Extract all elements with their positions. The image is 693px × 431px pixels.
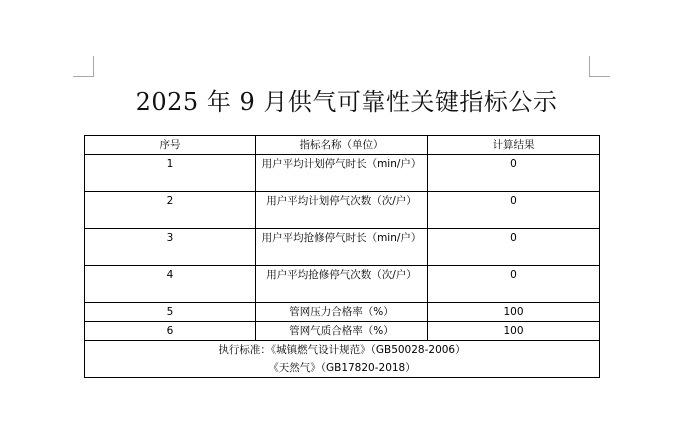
table-row bbox=[85, 155, 600, 192]
row-indicator-name: 用户平均抢修停气次数（次/户） bbox=[256, 266, 428, 303]
header-index: 序号 bbox=[85, 136, 256, 155]
row-indicator-name: 管网压力合格率（%） bbox=[256, 303, 428, 322]
standards-note bbox=[85, 341, 600, 378]
page-title: 2025 年 9 月供气可靠性关键指标公示 bbox=[135, 88, 558, 116]
row-indicator-name: 管网气质合格率（%） bbox=[256, 322, 428, 341]
row-result: 0 bbox=[428, 266, 600, 303]
header-result: 计算结果 bbox=[428, 136, 600, 155]
crop-mark-top-right bbox=[589, 56, 610, 77]
row-index: 1 bbox=[85, 155, 256, 192]
row-index: 6 bbox=[85, 322, 256, 341]
standard-line-1: 执行标准：《城镇燃气设计规范》（GB50028-2006） bbox=[218, 344, 466, 356]
table-header-row bbox=[85, 136, 600, 155]
table-row bbox=[85, 303, 600, 322]
table-row bbox=[85, 229, 600, 266]
row-result: 0 bbox=[428, 155, 600, 192]
crop-mark-top-left bbox=[73, 56, 94, 77]
row-index: 2 bbox=[85, 192, 256, 229]
row-result: 0 bbox=[428, 229, 600, 266]
row-result: 100 bbox=[428, 303, 600, 322]
table-footer-row bbox=[85, 341, 600, 378]
table-row bbox=[85, 266, 600, 303]
row-index: 3 bbox=[85, 229, 256, 266]
table-row bbox=[85, 322, 600, 341]
row-indicator-name: 用户平均计划停气次数（次/户） bbox=[256, 192, 428, 229]
row-index: 5 bbox=[85, 303, 256, 322]
header-indicator-name: 指标名称（单位） bbox=[256, 136, 428, 155]
row-result: 0 bbox=[428, 192, 600, 229]
row-indicator-name: 用户平均计划停气时长（min/户） bbox=[256, 155, 428, 192]
row-indicator-name: 用户平均抢修停气时长（min/户） bbox=[256, 229, 428, 266]
row-index: 4 bbox=[85, 266, 256, 303]
row-result: 100 bbox=[428, 322, 600, 341]
indicator-table bbox=[84, 135, 600, 378]
standard-line-2: 《天然气》（GB17820-2018） bbox=[268, 362, 416, 374]
table-row bbox=[85, 192, 600, 229]
